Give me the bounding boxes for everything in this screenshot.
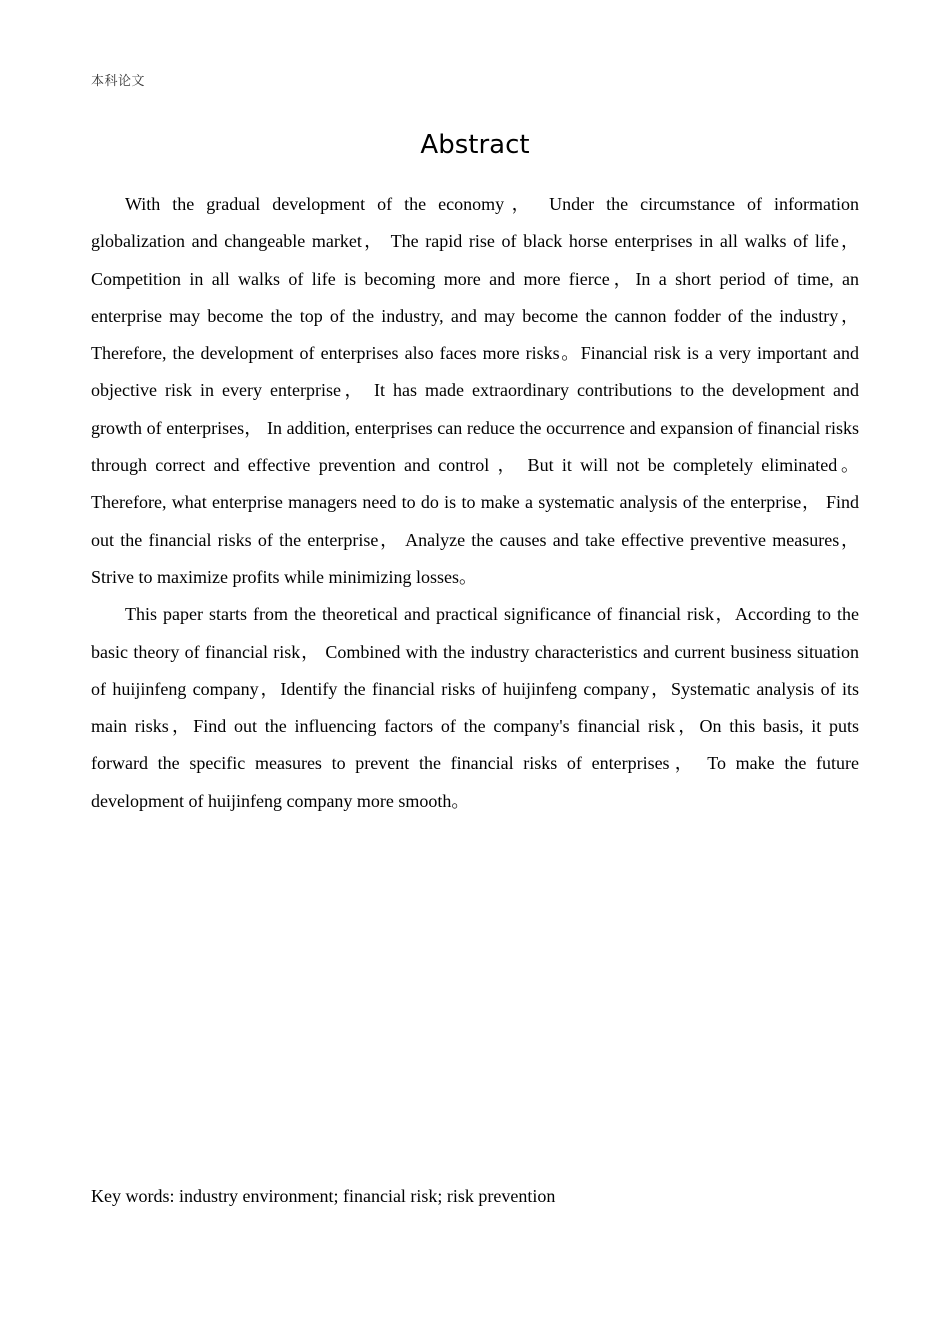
- abstract-title: Abstract: [420, 130, 530, 160]
- abstract-body: [91, 186, 859, 820]
- running-header: 本科论文: [91, 74, 146, 89]
- abstract-paragraph-2: This paper starts from the theoretical and practical significance of financial risk，According to the basic theory of financial risk， Combined with the industry characteristics and current business situation of huijinfeng company，Identify the financial risks of huijinfeng company，Systematic analysis of its main risks，Find out the influencing factors of the company's financial risk，On this basis, it puts forward the specific measures to prevent the financial risks of enterprises， To make the future development of huijinfeng company more smooth。: [91, 604, 859, 811]
- keywords-line: Key words: industry environment; financial risk; risk prevention: [91, 1186, 556, 1206]
- abstract-paragraph-1: With the gradual development of the economy， Under the circumstance of information globalization and changeable market， The rapid rise of black horse enterprises in all walks of life，Competition in all walks of life is becoming more and more fierce，In a short period of time, an enterprise may become the top of the industry, and may become the cannon fodder of the industry， Therefore, the development of enterprises also faces more risks。Financial risk is a very important and objective risk in every enterprise， It has made extraordinary contributions to the development and growth of enterprises， In addition, enterprises can reduce the occurrence and expansion of financial risks through correct and effective prevention and control ， But it will not be completely eliminated。Therefore, what enterprise managers need to do is to make a systematic analysis of the enterprise， Find out the financial risks of the enterprise， Analyze the causes and take effective preventive measures，Strive to maximize profits while minimizing losses。: [91, 194, 859, 587]
